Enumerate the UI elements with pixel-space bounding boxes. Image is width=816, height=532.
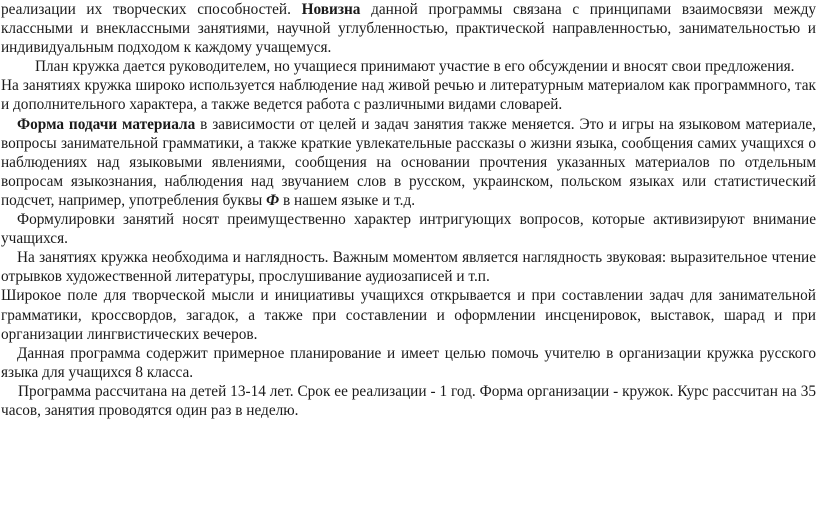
- paragraph-observation: На занятиях кружка широко используется наблюдение над живой речью и литературным материалом как программного, так и дополнительного характера, а также ведется работа с различными видами словарей.: [1, 77, 816, 114]
- paragraph-visual-aids: На занятиях кружка необходима и наглядность. Важным моментом является наглядность звуковая: выразительное чтение отрывков художественной литературы, прослушивание аудиозаписей и т.п.: [1, 249, 816, 286]
- paragraph-formulations: Формулировки занятий носят преимущественно характер интригующих вопросов, которые активизируют внимание учащихся.: [1, 211, 816, 248]
- text-run: в нашем языке и т.д.: [279, 191, 416, 209]
- bold-term-form: Форма подачи материала: [17, 115, 196, 133]
- text-run: в зависимости от целей и задач занятия также меняется. Это и игры на языковом материале, вопросы занимательной грамматики, а также краткие увлекательные рассказы о жизни языка, сообщения самих учащихся о наблюдениях над языковыми явлениями, сообщения на основании прочтения указанных материалов по отдельным вопросам языкознания, наблюдения над звучанием слов в русском, украинском, польском языках или статистический подсчет, например, употребления буквы: [1, 115, 816, 209]
- text-run: реализации их творческих способностей.: [1, 1, 302, 18]
- paragraph-form: [1, 115, 816, 210]
- paragraph-program-details: Программа рассчитана на детей 13-14 лет. Срок ее реализации - 1 год. Форма организации - кружок. Курс рассчитан на 35 часов, занятия проводятся один раз в неделю.: [1, 382, 816, 419]
- italic-letter: Ф: [266, 191, 280, 209]
- paragraph-plan: План кружка дается руководителем, но учащиеся принимают участие в его обсуждении и вносят свои предложения.: [35, 58, 795, 76]
- paragraph-novelty: [1, 0, 816, 57]
- paragraph-program-purpose: Данная программа содержит примерное планирование и имеет целью помочь учителю в организации кружка русского языка для учащихся 8 класса.: [1, 344, 816, 381]
- text-run: данной программы связана с принципами взаимосвязи между классными и внеклассными занятиями, научной углубленностью, практической направленностью, занимательностью и индивидуальным подходом к каждому учащемуся.: [1, 1, 816, 57]
- bold-term-novelty: Новизна: [301, 1, 361, 18]
- paragraph-creative-field: Широкое поле для творческой мысли и инициативы учащихся открывается и при составлении задач для занимательной грамматики, кроссвордов, загадок, а также при составлении и оформлении инсценировок, выставок, шарад и при организации лингвистических вечеров.: [1, 287, 816, 343]
